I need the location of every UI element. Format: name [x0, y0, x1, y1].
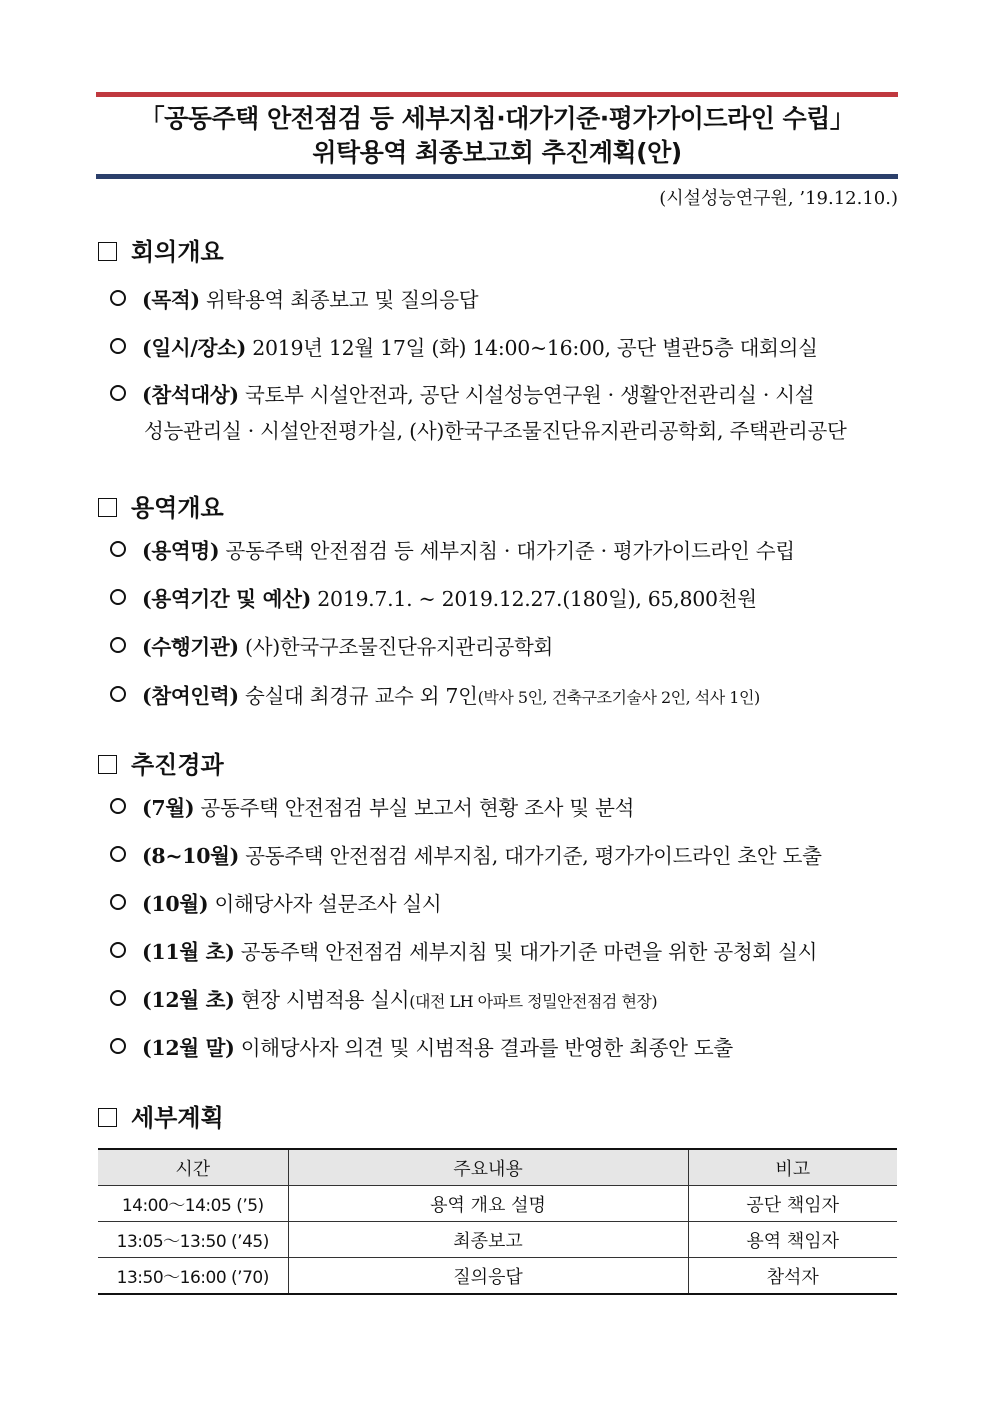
circle-bullet-icon	[110, 385, 126, 401]
circle-bullet-icon	[110, 942, 126, 958]
circle-bullet-icon	[110, 541, 126, 557]
circle-bullet-icon	[110, 990, 126, 1006]
circle-bullet-icon	[110, 589, 126, 605]
table-cell: 13:05～13:50 (’45)	[98, 1222, 288, 1258]
circle-bullet-icon	[110, 637, 126, 653]
table-row	[98, 1222, 897, 1258]
section-heading-service: 용역개요	[98, 488, 224, 523]
square-bullet-icon	[98, 1108, 117, 1127]
list-item: (용역명) 공동주택 안전점검 등 세부지침 · 대가기준 · 평가가이드라인 수립	[110, 533, 896, 569]
list-item: (참석대상) 국토부 시설안전과, 공단 시설성능연구원 · 생활안전관리실 · 시설 성능관리실 · 시설안전평가실, (사)한국구조물진단유지관리공학회, 주택관리공단	[110, 377, 896, 449]
section-heading-plan: 세부계획	[98, 1098, 224, 1133]
section-heading-progress: 추진경과	[98, 745, 224, 780]
circle-bullet-icon	[110, 1038, 126, 1054]
square-bullet-icon	[98, 498, 117, 517]
table-cell: 질의응답	[288, 1258, 688, 1295]
table-row	[98, 1258, 897, 1295]
table-cell: 공단 책임자	[688, 1186, 897, 1222]
square-bullet-icon	[98, 242, 117, 261]
header-cell-note: 비고	[688, 1149, 897, 1186]
list-item: (용역기간 및 예산) 2019.7.1. ~ 2019.12.27.(180일), 65,800천원	[110, 581, 896, 617]
list-item: (수행기관) (사)한국구조물진단유지관리공학회	[110, 629, 896, 665]
circle-bullet-icon	[110, 290, 126, 306]
title-line-1: 「공동주택 안전점검 등 세부지침·대가기준·평가가이드라인 수립」	[139, 104, 855, 133]
table-cell: 용역 개요 설명	[288, 1186, 688, 1222]
square-bullet-icon	[98, 755, 117, 774]
list-item: (10월) 이해당사자 설문조사 실시	[110, 886, 896, 922]
plan-table	[98, 1148, 897, 1295]
list-item: (목적) 위탁용역 최종보고 및 질의응답	[110, 282, 896, 318]
list-item: (12월 초) 현장 시범적용 실시(대전 LH 아파트 정밀안전점검 현장)	[110, 982, 896, 1020]
list-item: (8~10월) 공동주택 안전점검 세부지침, 대가기준, 평가가이드라인 초안 도출	[110, 838, 896, 874]
circle-bullet-icon	[110, 686, 126, 702]
header-cell-content: 주요내용	[288, 1149, 688, 1186]
list-item: (7월) 공동주택 안전점검 부실 보고서 현황 조사 및 분석	[110, 790, 896, 826]
list-item: (참여인력) 숭실대 최경규 교수 외 7인(박사 5인, 건축구조기술사 2인, 석사 1인)	[110, 678, 896, 716]
table-cell: 13:50～16:00 (’70)	[98, 1258, 288, 1295]
list-item: (12월 말) 이해당사자 의견 및 시범적용 결과를 반영한 최종안 도출	[110, 1030, 896, 1066]
circle-bullet-icon	[110, 894, 126, 910]
list-item-continuation: 성능관리실 · 시설안전평가실, (사)한국구조물진단유지관리공학회, 주택관리공단	[144, 419, 847, 443]
header-cell-time: 시간	[98, 1149, 288, 1186]
list-item: (일시/장소) 2019년 12월 17일 (화) 14:00~16:00, 공단 별관5층 대회의실	[110, 330, 896, 366]
list-item: (11월 초) 공동주택 안전점검 세부지침 및 대가기준 마련을 위한 공청회 실시	[110, 934, 896, 970]
title-line-2: 위탁용역 최종보고회 추진계획(안)	[312, 138, 682, 167]
table-cell: 최종보고	[288, 1222, 688, 1258]
section-heading-overview: 회의개요	[98, 232, 224, 267]
document-title	[96, 97, 898, 174]
circle-bullet-icon	[110, 338, 126, 354]
circle-bullet-icon	[110, 846, 126, 862]
table-cell: 참석자	[688, 1258, 897, 1295]
document-title-block	[96, 92, 898, 179]
table-row	[98, 1186, 897, 1222]
table-cell: 용역 책임자	[688, 1222, 897, 1258]
document-source: (시설성능연구원, ’19.12.10.)	[659, 188, 898, 209]
title-bottom-bar	[96, 174, 898, 179]
table-cell: 14:00～14:05 (’5)	[98, 1186, 288, 1222]
circle-bullet-icon	[110, 798, 126, 814]
table-header-row	[98, 1149, 897, 1186]
